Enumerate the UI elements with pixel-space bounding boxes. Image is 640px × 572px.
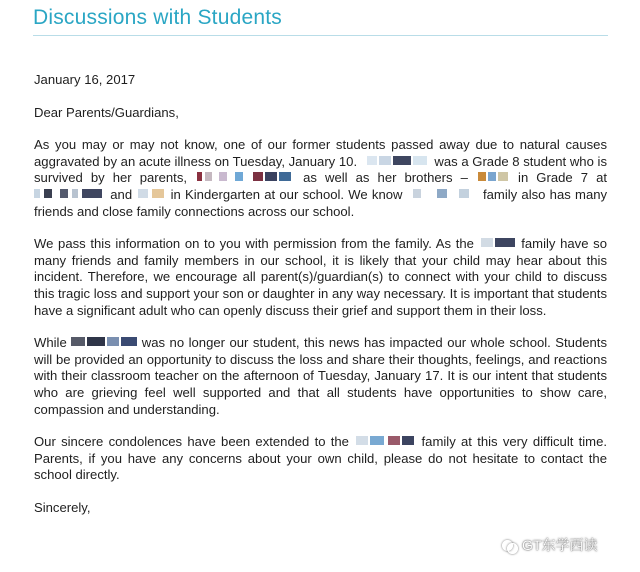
p1-text-a: As you may or may not know, one of our former students passed away due to natural causes aggravated by an acute illness on Tuesday, January 10. bbox=[34, 137, 607, 169]
redacted-name bbox=[136, 189, 166, 198]
p1-text-g: family also has many friends and close family connections across our school. bbox=[34, 186, 608, 219]
redacted-name bbox=[195, 172, 295, 181]
watermark bbox=[502, 534, 597, 556]
p2-text-a: We pass this information on to you with permission from the family. As the bbox=[34, 236, 474, 252]
p1-text-c: as well as her brothers – bbox=[303, 170, 468, 186]
redacted-name bbox=[476, 172, 510, 181]
letter-body bbox=[34, 72, 607, 532]
paragraph-3 bbox=[34, 335, 607, 418]
p3-text-b: was no longer our student, this news has impacted our whole school. Students will be provided an opportunity to discuss the loss and share their thoughts, feelings, and reactions with their classroom teacher on the afternoon of Tuesday, January 17. It is our intent that students who are grieving feel well supported and that all students have opportunities to show care, compassion and understanding. bbox=[34, 335, 607, 417]
letter-salutation: Dear Parents/Guardians, bbox=[34, 104, 179, 120]
p1-text-e: and bbox=[110, 186, 133, 202]
paragraph-4 bbox=[34, 434, 607, 484]
paragraph-1 bbox=[34, 137, 607, 220]
p1-text-d: in Grade 7 at bbox=[518, 170, 607, 186]
redacted-name bbox=[34, 189, 106, 198]
letter-closing: Sincerely, bbox=[34, 499, 91, 515]
redacted-name bbox=[361, 156, 431, 165]
p1-text-f: in Kindergarten at our school. We know bbox=[170, 186, 403, 202]
p1-text-b: was a Grade 8 student who is survived by her parents, bbox=[34, 153, 607, 186]
p2-text-b: family have so many friends and family members in our school, it is likely that your child may hear about this incident. Therefore, we encourage all parent(s)/guardian(s) to connect with your child to discuss this tragic loss and support your son or daughter in any way necessary. It is important that students have a significant adult who can openly discuss their grief and support them in their loss. bbox=[34, 236, 607, 318]
p4-text-a: Our sincere condolences have been extended to the bbox=[34, 434, 349, 450]
redacted-name bbox=[71, 337, 137, 346]
p4-text-b: family at this very difficult time. Parents, if you have any concerns about your own child, please do not hesitate to contact the school directly. bbox=[34, 434, 608, 483]
wechat-logo-icon bbox=[502, 537, 518, 553]
watermark-text: GT东学西读 bbox=[522, 537, 598, 553]
redacted-name bbox=[354, 436, 416, 445]
redacted-name bbox=[407, 189, 479, 198]
paragraph-2 bbox=[34, 236, 607, 319]
page-title: Discussions with Students bbox=[33, 6, 282, 29]
title-divider bbox=[33, 35, 608, 36]
p3-text-a: While bbox=[34, 335, 67, 351]
letter-date: January 16, 2017 bbox=[34, 72, 136, 87]
redacted-name bbox=[479, 238, 517, 247]
